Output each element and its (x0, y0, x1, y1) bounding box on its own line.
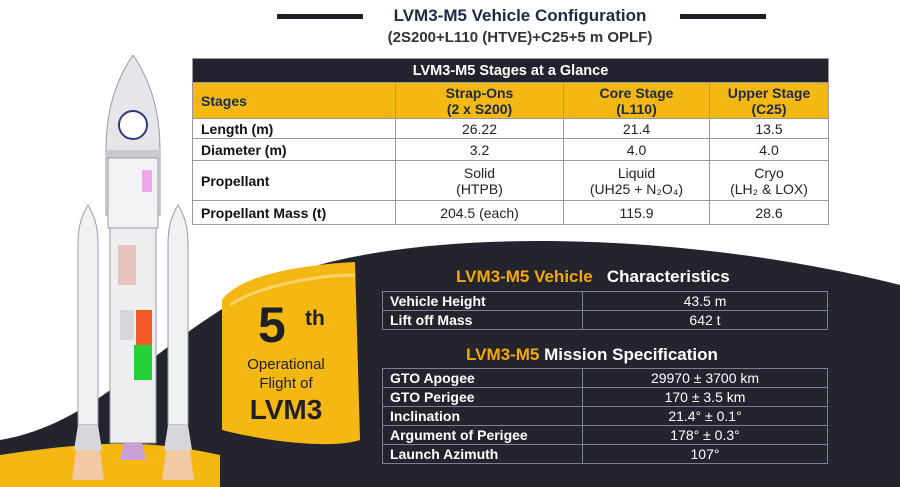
table-row (193, 201, 829, 225)
stages-table-caption-row (193, 59, 829, 83)
table-row (383, 369, 828, 388)
table-row (383, 407, 828, 426)
cell-mass-upper: 28.6 (710, 201, 829, 225)
table-row (383, 445, 828, 464)
cell-mass-strap-ons: 204.5 (each) (396, 201, 564, 225)
badge-number: 5 (258, 297, 286, 353)
mission-key-inclination: Inclination (383, 407, 583, 426)
char-value-height: 43.5 m (583, 292, 828, 311)
mission-key-perigee: GTO Perigee (383, 388, 583, 407)
header-upper-stage-line2: (C25) (751, 100, 787, 117)
table-row (193, 119, 829, 139)
propellant-core-type: Liquid (617, 164, 656, 181)
char-key-mass: Lift off Mass (383, 311, 583, 330)
mission-value-argument: 178° ± 0.3° (583, 426, 828, 445)
propellant-strap-ons-type: Solid (463, 164, 496, 181)
table-row (193, 139, 829, 161)
cell-propellant-strap-ons (396, 161, 564, 201)
row-label-propellant: Propellant (193, 161, 396, 201)
cell-diameter-strap-ons: 3.2 (396, 139, 564, 161)
stages-table (192, 58, 829, 225)
stages-table-caption: LVM3-M5 Stages at a Glance (193, 59, 829, 83)
header-rule-right (680, 14, 766, 19)
page-subtitle: (2S200+L110 (HTVE)+C25+5 m OPLF) (387, 29, 653, 46)
mission-title-accent: LVM3-M5 (466, 345, 540, 364)
propellant-strap-ons-detail: (HTPB) (456, 180, 503, 197)
propellant-upper-detail: (LH₂ & LOX) (730, 180, 808, 197)
page-title: LVM3-M5 Vehicle Configuration (393, 6, 647, 25)
mission-key-apogee: GTO Apogee (383, 369, 583, 388)
mission-title (466, 345, 718, 365)
header-core-stage-line2: (L110) (616, 100, 657, 117)
char-key-height: Vehicle Height (383, 292, 583, 311)
badge-ordinal-suffix: th (305, 307, 325, 330)
cell-length-core: 21.4 (564, 119, 710, 139)
header-stages-label: Stages (201, 92, 247, 109)
rocket-illustration (58, 55, 208, 487)
propellant-core-detail: (UH25 + N₂O₄) (589, 180, 684, 197)
badge-line-vehicle: LVM3 (249, 394, 323, 425)
cell-diameter-upper: 4.0 (710, 139, 829, 161)
header-strap-ons-line2: (2 x S200) (446, 100, 513, 117)
char-value-mass: 642 t (583, 311, 828, 330)
propellant-upper-type: Cryo (754, 164, 784, 181)
logo-emblem (119, 111, 147, 139)
header-rule-left (277, 14, 363, 19)
header-stages (193, 83, 396, 119)
table-row (383, 311, 828, 330)
cell-mass-core: 115.9 (564, 201, 710, 225)
mission-value-azimuth: 107° (583, 445, 828, 464)
mission-value-perigee: 170 ± 3.5 km (583, 388, 828, 407)
row-label-diameter: Diameter (m) (193, 139, 396, 161)
mission-key-azimuth: Launch Azimuth (383, 445, 583, 464)
header-strap-ons (396, 83, 564, 119)
mission-value-apogee: 29970 ± 3700 km (583, 369, 828, 388)
stages-table-header-row (193, 83, 829, 119)
cell-diameter-core: 4.0 (564, 139, 710, 161)
mission-title-rest: Mission Specification (544, 345, 718, 364)
table-row (383, 388, 828, 407)
mission-table (382, 368, 828, 464)
characteristics-table (382, 291, 828, 330)
cell-propellant-core (564, 161, 710, 201)
characteristics-title-rest: Characteristics (606, 267, 730, 286)
header-strap-ons-line1: Strap-Ons (445, 84, 514, 101)
header-core-stage-line1: Core Stage (599, 84, 674, 101)
characteristics-title (456, 267, 730, 287)
table-row (383, 426, 828, 445)
mission-key-argument: Argument of Perigee (383, 426, 583, 445)
table-row (383, 292, 828, 311)
badge-line-operational: Operational (247, 356, 325, 373)
row-label-propellant-mass: Propellant Mass (t) (193, 201, 396, 225)
header-core-stage (564, 83, 710, 119)
header-upper-stage (710, 83, 829, 119)
cell-propellant-upper (710, 161, 829, 201)
characteristics-title-accent: LVM3-M5 Vehicle (456, 267, 593, 286)
mission-value-inclination: 21.4° ± 0.1° (583, 407, 828, 426)
header-upper-stage-line1: Upper Stage (727, 84, 811, 101)
badge-line-flight-of: Flight of (259, 375, 313, 392)
table-row (193, 161, 829, 201)
row-label-length: Length (m) (193, 119, 396, 139)
cell-length-upper: 13.5 (710, 119, 829, 139)
cell-length-strap-ons: 26.22 (396, 119, 564, 139)
